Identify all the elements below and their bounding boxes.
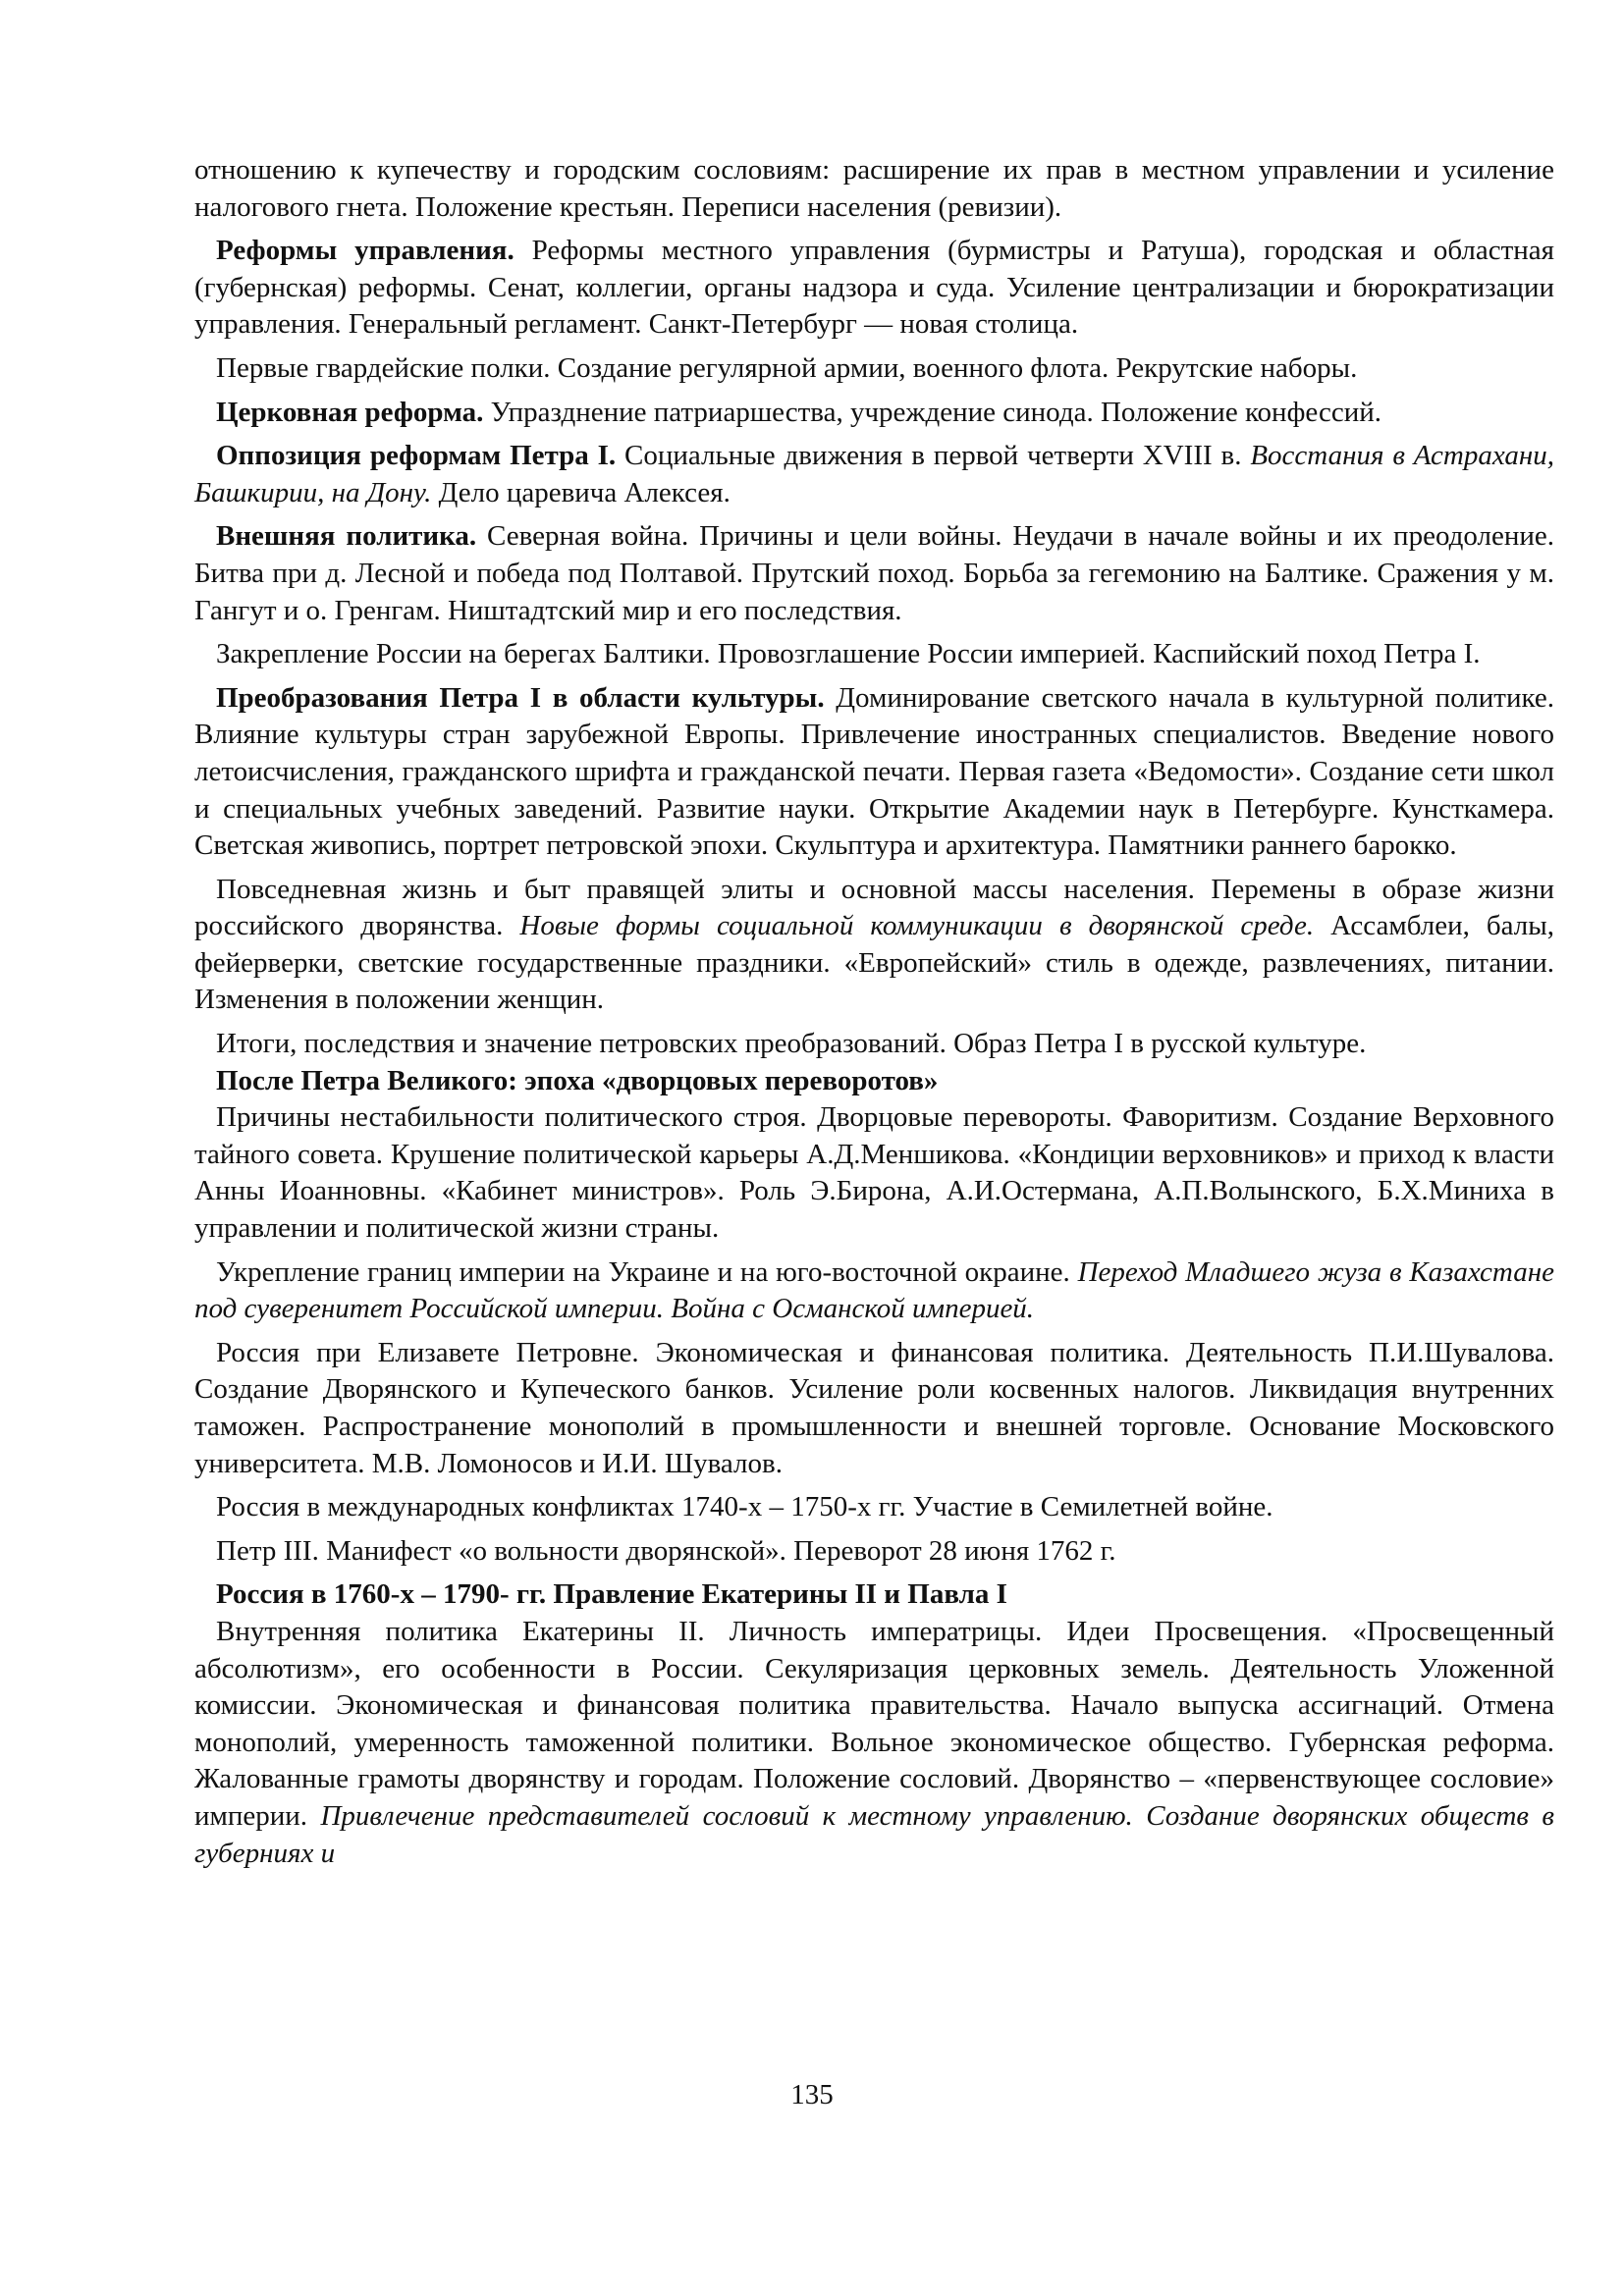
paragraph-text: Дело царевича Алексея. (431, 476, 731, 508)
paragraph: Закрепление России на берегах Балтики. Провозглашение России империей. Каспийский поход Петра I. (216, 638, 1481, 670)
page-body (194, 152, 1554, 1872)
italic-text: Восстания в Астрахани, Башкирии, на Дону. (194, 440, 1554, 508)
paragraph (194, 872, 1554, 1019)
paragraph: Россия в международных конфликтах 1740-х – 1750-х гг. Участие в Семилетней войне. (216, 1491, 1273, 1523)
paragraph-text: Упразднение патриаршества, учреждение синода. Положение конфессий. (483, 396, 1381, 428)
section-heading: Церковная реформа. (216, 396, 484, 428)
section-heading: Внешняя политика. (216, 520, 477, 553)
paragraph (194, 518, 1554, 629)
paragraph-text: Внутренняя политика Екатерины II. Личность императрицы. Идеи Просвещения. «Просвещенный абсолютизм», его особенности в России. Секуляризация церковных земель. Деятельность Уложенной комиссии. Экономическая и финансовая политика правительства. Начало выпуска ассигнаций. Отмена монополий, умеренность таможенной политики. Вольное экономическое общество. Губернская реформа. Жалованные грамоты дворянству и городам. Положение сословий. Дворянство – «первенствующее сословие» империи. (194, 1615, 1554, 1832)
paragraph-text: Повседневная жизнь и быт правящей элиты и основной массы населения. Перемены в образе жизни российского дворянства. (194, 873, 1554, 942)
paragraph (194, 438, 1554, 511)
paragraph (194, 233, 1554, 344)
paragraph-text: Ассамблеи, балы, фейерверки, светские государственные праздники. «Европейский» стиль в одежде, развлечениях, питании. Изменения в положении женщин. (194, 910, 1554, 1016)
italic-text: Новые формы социальной коммуникации в дворянской среде. (519, 910, 1315, 942)
paragraph-text: Социальные движения в первой четверти XVIII в. (616, 440, 1251, 472)
paragraph-text: Укрепление границ империи на Украине и на юго-восточной окраине. (216, 1255, 1078, 1288)
paragraph: отношению к купечеству и городским сословиям: расширение их прав в местном управлении и усиление налогового гнета. Положение крестьян. Переписи населения (ревизии). (194, 154, 1554, 223)
italic-text: Переход Младшего жуза в Казахстане под суверенитет Российской империи. Война с Османской империей. (194, 1255, 1554, 1325)
section-heading: Оппозиция реформам Петра I. (216, 440, 617, 472)
section-heading: После Петра Великого: эпоха «дворцовых переворотов» (216, 1064, 939, 1096)
paragraph (194, 1255, 1554, 1328)
paragraph: Первые гвардейские полки. Создание регулярной армии, военного флота. Рекрутские наборы. (216, 351, 1358, 384)
section-heading: Реформы управления. (216, 235, 514, 267)
paragraph: Итоги, последствия и значение петровских преобразований. Образ Петра I в русской культуре. (216, 1028, 1367, 1060)
paragraph (194, 1614, 1554, 1872)
paragraph: Петр III. Манифест «о вольности дворянской». Переворот 28 июня 1762 г. (216, 1534, 1116, 1567)
section-heading: Преобразования Петра I в области культуры. (216, 681, 825, 714)
paragraph (194, 1063, 1554, 1100)
paragraph (194, 1576, 1554, 1614)
paragraph (194, 680, 1554, 865)
paragraph-text: Северная война. Причины и цели войны. Неудачи в начале войны и их преодоление. Битва при д. Лесной и победа под Полтавой. Прутский поход. Борьба за гегемонию на Балтике. Сражения у м. Гангут и о. Гренгам. Ништадтский мир и его последствия. (194, 520, 1554, 626)
page-number: 135 (790, 2079, 834, 2110)
paragraph-text: Реформы местного управления (бурмистры и Ратуша), городская и областная (губернская) реформы. Сенат, коллегии, органы надзора и суда. Усиление централизации и бюрократизации управления. Генеральный регламент. Санкт-Петербург — новая столица. (194, 235, 1554, 341)
section-heading: Россия в 1760-х – 1790- гг. Правление Екатерины II и Павла I (216, 1578, 1007, 1611)
paragraph: Причины нестабильности политического строя. Дворцовые перевороты. Фаворитизм. Создание Верховного тайного совета. Крушение политической карьеры А.Д.Меншикова. «Кондиции верховников» и приход к власти Анны Иоанновны. «Кабинет министров». Роль Э.Бирона, А.И.Остермана, А.П.Волынского, Б.Х.Миниха в управлении и политической жизни страны. (194, 1101, 1554, 1245)
paragraph: Россия при Елизавете Петровне. Экономическая и финансовая политика. Деятельность П.И.Шувалова. Создание Дворянского и Купеческого банков. Усиление роли косвенных налогов. Ликвидация внутренних таможен. Распространение монополий в промышленности и внешней торговле. Основание Московского университета. М.В. Ломоносов и И.И. Шувалов. (194, 1336, 1554, 1479)
paragraph-text: Доминирование светского начала в культурной политике. Влияние культуры стран зарубежной Европы. Привлечение иностранных специалистов. Введение нового летоисчисления, гражданского шрифта и гражданской печати. Первая газета «Ведомости». Создание сети школ и специальных учебных заведений. Развитие науки. Открытие Академии наук в Петербурге. Кунсткамера. Светская живопись, портрет петровской эпохи. Скульптура и архитектура. Памятники раннего барокко. (194, 681, 1554, 862)
italic-text: Привлечение представителей сословий к местному управлению. Создание дворянских обществ в губерниях и (194, 1799, 1554, 1869)
paragraph (194, 395, 1554, 432)
